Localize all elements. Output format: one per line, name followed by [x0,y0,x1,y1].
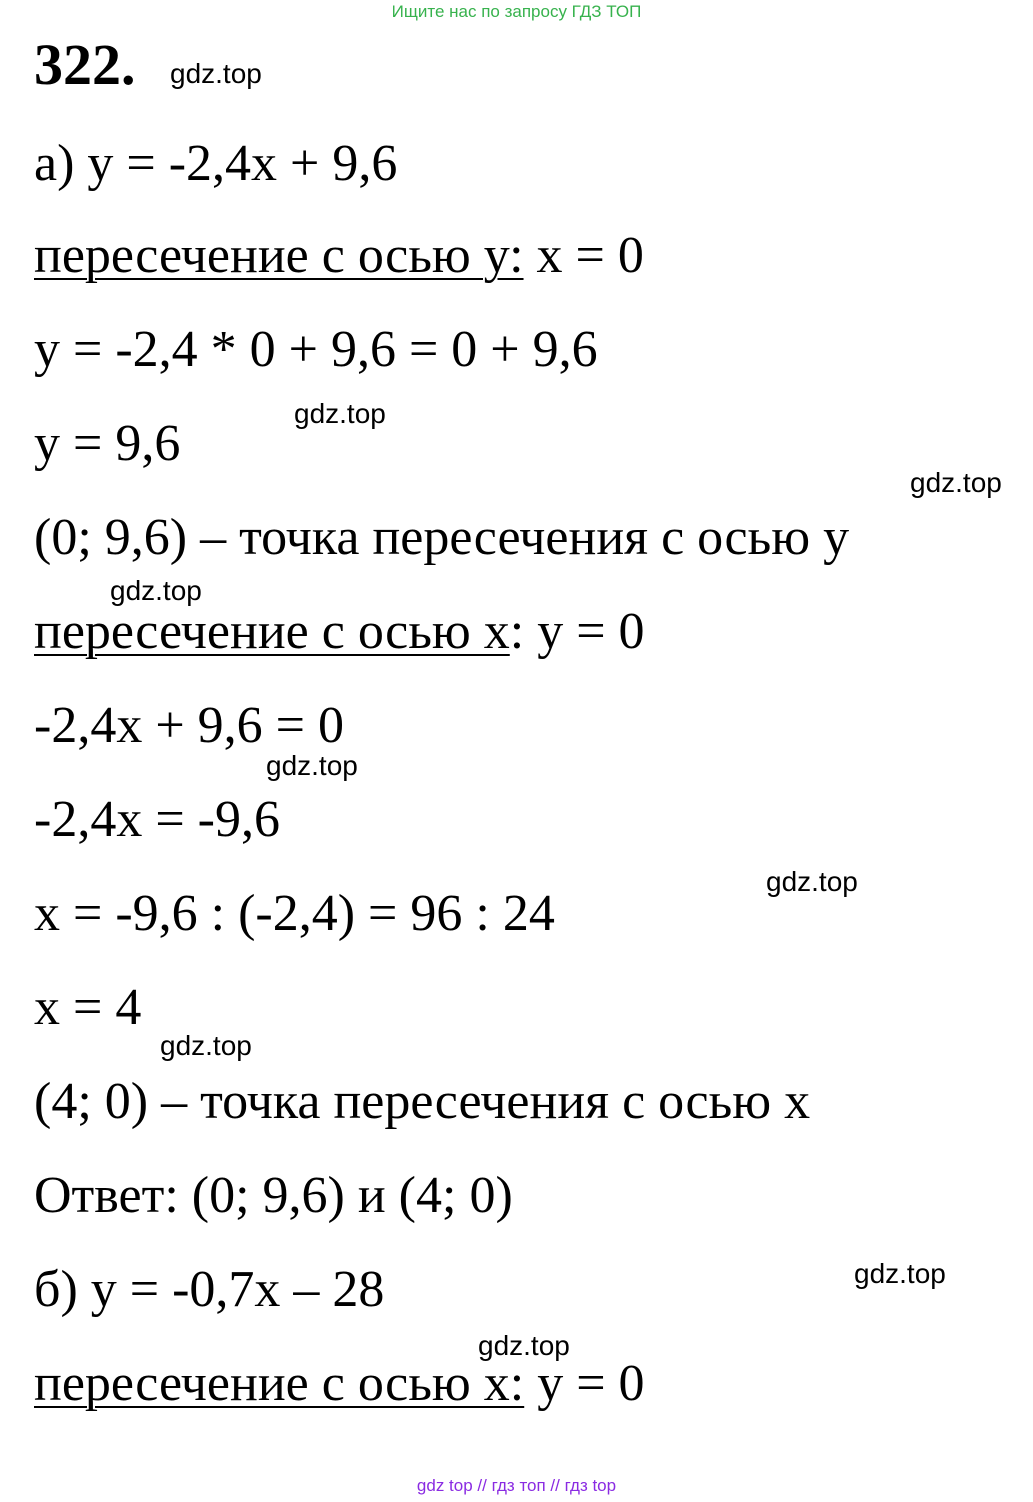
problem-number: 322. [34,32,136,97]
watermark: gdz.top [910,467,1002,498]
equation-line: -2,4х + 9,6 = 0 [34,697,344,754]
calc-line: х = -9,6 : (-2,4) = 96 : 24 [34,885,555,942]
answer-line: Ответ: (0; 9,6) и (4; 0) [34,1167,513,1224]
point-line: (0; 9,6) – точка пересечения с осью у [34,509,850,566]
equation-line: а) у = -2,4х + 9,6 [34,135,398,192]
watermark: gdz.top [160,1030,252,1061]
intersection-heading [34,1355,645,1412]
calc-line: у = -2,4 * 0 + 9,6 = 0 + 9,6 [34,321,598,378]
top-banner: Ищите нас по запросу ГДЗ ТОП [391,2,642,21]
footer: gdz top // гдз топ // гдз top [416,1476,617,1495]
watermark: gdz.top [854,1258,946,1289]
watermark: gdz.top [294,398,386,429]
condition: у = 0 [524,1355,645,1412]
watermark: gdz.top [266,750,358,781]
equation-line: -2,4х = -9,6 [34,791,280,848]
watermark: gdz.top [766,866,858,897]
watermark: gdz.top [478,1330,570,1361]
underlined-label: пересечение с осью х [34,603,510,660]
result-line: у = 9,6 [34,415,181,472]
equation-line: б) у = -0,7х – 28 [34,1261,385,1318]
result-line: х = 4 [34,979,142,1036]
intersection-heading [34,603,645,660]
watermark: gdz.top [170,58,262,89]
underlined-label: пересечение с осью х: [34,1355,525,1412]
condition: : у = 0 [509,603,645,660]
watermark: gdz.top [110,575,202,606]
intersection-heading [34,227,644,284]
underlined-label: пересечение с осью у: [34,227,524,284]
condition: х = 0 [523,227,644,284]
point-line: (4; 0) – точка пересечения с осью х [34,1073,811,1130]
